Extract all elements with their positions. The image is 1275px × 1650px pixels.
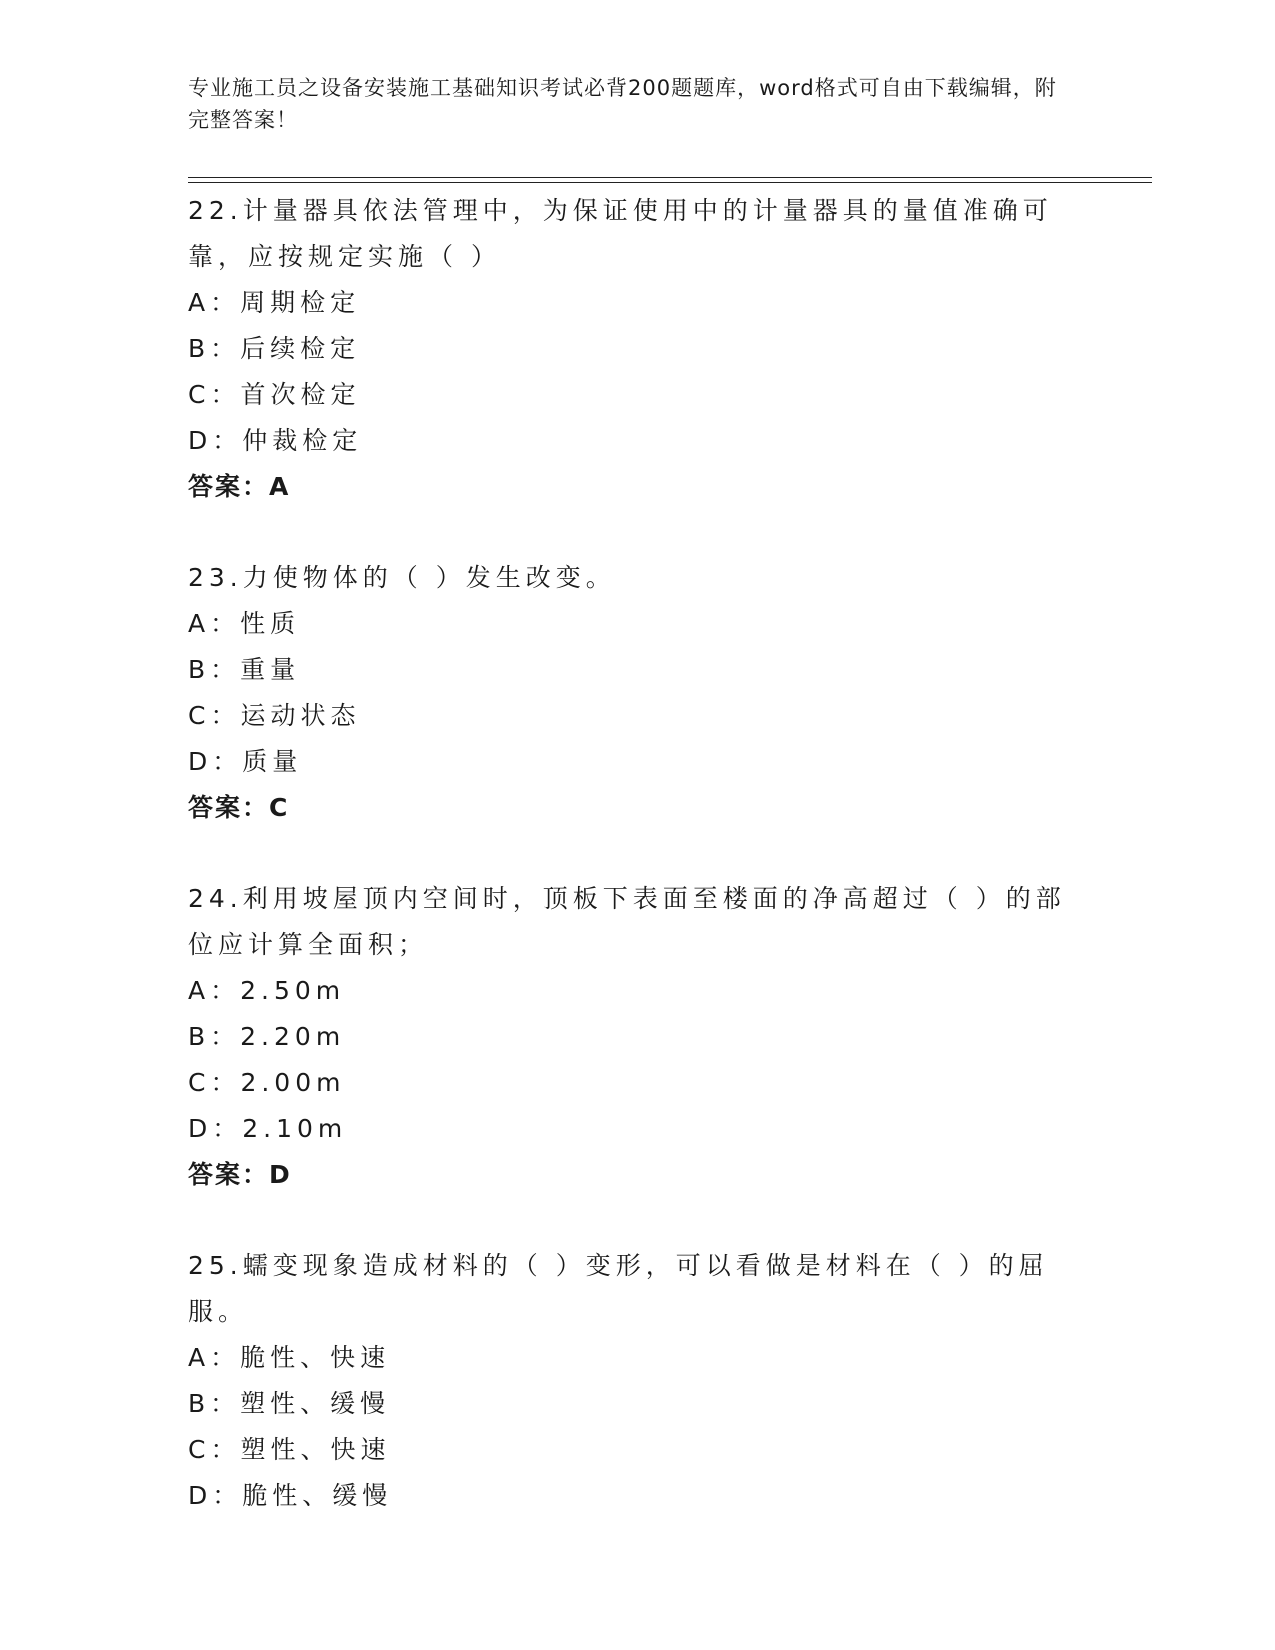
option-b: B：后续检定 <box>188 334 361 363</box>
option-c: C：运动状态 <box>188 701 361 730</box>
question-25 <box>188 1243 1088 1519</box>
option-d: D：质量 <box>188 747 303 776</box>
option-c: C：塑性、快速 <box>188 1435 391 1464</box>
question-text: 24.利用坡屋顶内空间时，顶板下表面至楼面的净高超过（ ）的部位应计算全面积； <box>188 884 1066 959</box>
option-d: D：仲裁检定 <box>188 426 363 455</box>
question-22 <box>188 188 1088 510</box>
question-text: 23.力使物体的（ ）发生改变。 <box>188 563 616 592</box>
question-23 <box>188 555 1088 831</box>
header-title: 专业施工员之设备安装施工基础知识考试必背200题题库，word格式可自由下载编辑，附完整答案！ <box>188 76 1057 132</box>
page-header <box>188 72 1068 136</box>
option-c: C：首次检定 <box>188 380 361 409</box>
option-c: C：2.00m <box>188 1068 346 1097</box>
question-list <box>188 188 1088 1564</box>
header-rule-bottom <box>188 182 1152 183</box>
option-a: A：脆性、快速 <box>188 1343 391 1372</box>
question-text: 25.蠕变现象造成材料的（ ）变形，可以看做是材料在（ ）的屈服。 <box>188 1251 1049 1326</box>
question-text: 22.计量器具依法管理中，为保证使用中的计量器具的量值准确可靠，应按规定实施（ ） <box>188 196 1053 271</box>
option-a: A：2.50m <box>188 976 346 1005</box>
option-b: B：2.20m <box>188 1022 346 1051</box>
answer-label: 答案：C <box>188 793 290 822</box>
option-b: B：重量 <box>188 655 301 684</box>
option-d: D：2.10m <box>188 1114 348 1143</box>
option-b: B：塑性、缓慢 <box>188 1389 391 1418</box>
option-d: D：脆性、缓慢 <box>188 1481 393 1510</box>
question-24 <box>188 876 1088 1198</box>
option-a: A：性质 <box>188 609 301 638</box>
option-a: A：周期检定 <box>188 288 361 317</box>
header-rule-top <box>188 177 1152 178</box>
answer-label: 答案：D <box>188 1160 292 1189</box>
answer-label: 答案：A <box>188 472 291 501</box>
